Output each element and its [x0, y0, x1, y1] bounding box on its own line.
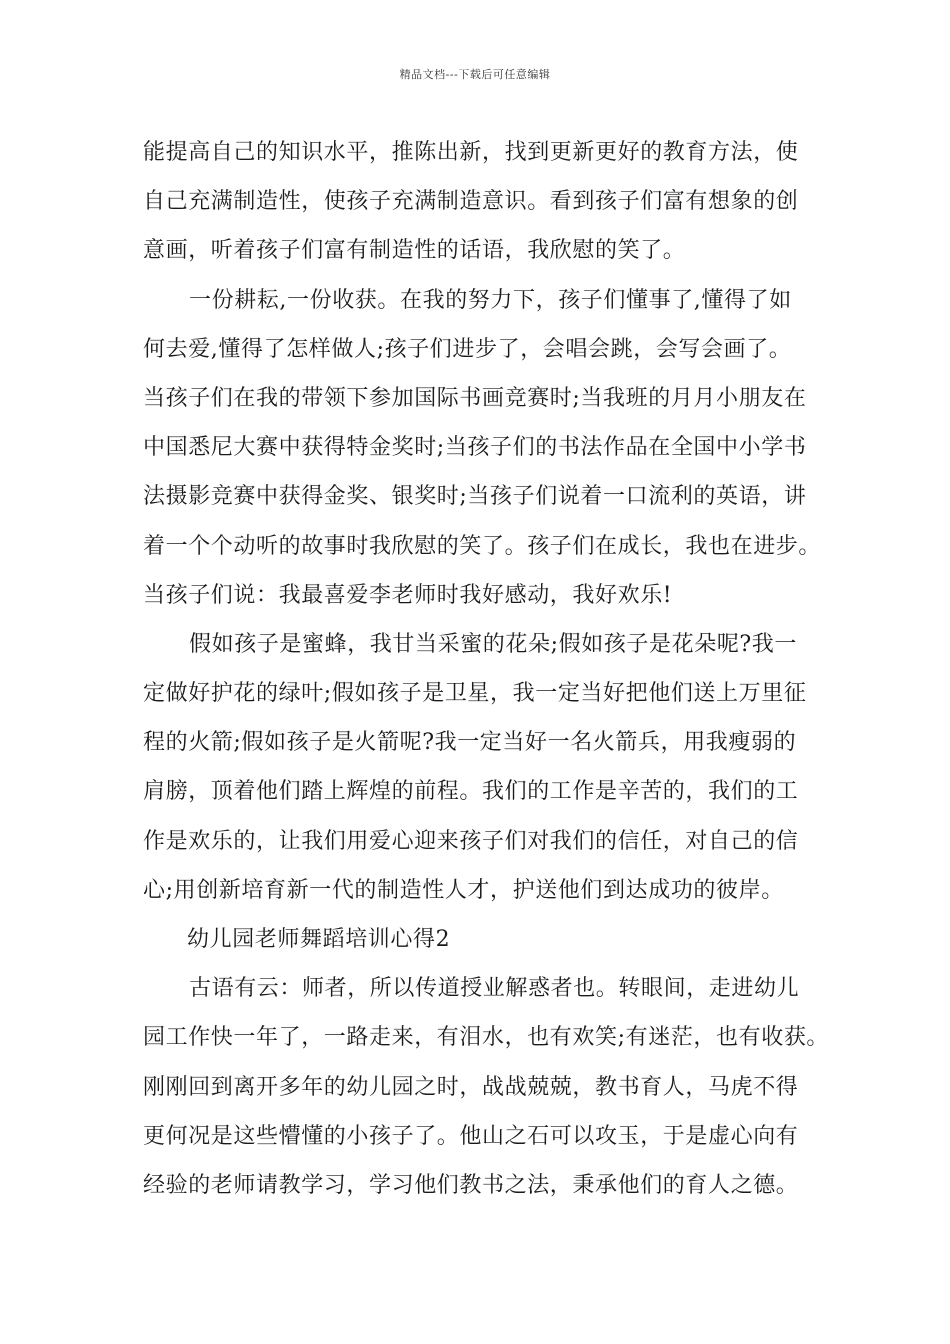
text-line: 法摄影竞赛中获得金奖、银奖时;当孩子们说着一口流利的英语，讲 — [143, 484, 807, 510]
text-line: 刚刚回到离开多年的幼儿园之时，战战兢兢，教书育人，马虎不得 — [143, 1074, 799, 1100]
text-line: 能提高自己的知识水平，推陈出新，找到更新更好的教育方法，使 — [143, 140, 799, 165]
text-line: 作是欢乐的，让我们用爱心迎来孩子们对我们的信任，对自己的信 — [143, 828, 799, 854]
text-line: 园工作快一年了，一路走来，有泪水，也有欢笑;有迷茫，也有收获。 — [143, 1025, 830, 1051]
paragraph-start-line: 一份耕耘,一份收获。在我的努力下，孩子们懂事了,懂得了如 — [189, 287, 792, 313]
text-line: 程的火箭;假如孩子是火箭呢?我一定当好一名火箭兵，用我瘦弱的 — [143, 730, 797, 756]
text-line: 定做好护花的绿叶;假如孩子是卫星，我一定当好把他们送上万里征 — [143, 681, 807, 707]
text-line: 意画，听着孩子们富有制造性的话语，我欣慰的笑了。 — [143, 238, 686, 264]
text-line: 肩膀，顶着他们踏上辉煌的前程。我们的工作是辛苦的，我们的工 — [143, 779, 799, 805]
text-line: 当孩子们在我的带领下参加国际书画竞赛时;当我班的月月小朋友在 — [143, 385, 807, 411]
text-line: 自己充满制造性，使孩子充满制造意识。看到孩子们富有想象的创 — [143, 189, 799, 215]
page-header: 精品文档---下载后可任意编辑 — [399, 68, 551, 81]
text-line: 更何况是这些懵懂的小孩子了。他山之石可以攻玉，于是虚心向有 — [143, 1123, 799, 1149]
text-line: 经验的老师请教学习，学习他们教书之法，秉承他们的育人之德。 — [143, 1172, 799, 1198]
paragraph-start-line: 假如孩子是蜜蜂，我甘当采蜜的花朵;假如孩子是花朵呢?我一 — [189, 631, 798, 657]
document-body — [143, 128, 830, 1210]
text-line: 当孩子们说：我最喜爱李老师时我好感动，我好欢乐! — [143, 582, 673, 608]
text-line: 中国悉尼大赛中获得特金奖时;当孩子们的书法作品在全国中小学书 — [143, 435, 807, 461]
paragraph-start-line: 古语有云：师者，所以传道授业解惑者也。转眼间，走进幼儿 — [189, 976, 800, 1002]
text-line: 着一个个动听的故事时我欣慰的笑了。孩子们在成长，我也在进步。 — [143, 533, 822, 559]
section-heading: 幼儿园老师舞蹈培训心得2 — [187, 927, 451, 952]
text-line: 何去爱,懂得了怎样做人;孩子们进步了，会唱会跳，会写会画了。 — [143, 336, 792, 362]
text-line: 心;用创新培育新一代的制造性人才，护送他们到达成功的彼岸。 — [143, 877, 784, 903]
